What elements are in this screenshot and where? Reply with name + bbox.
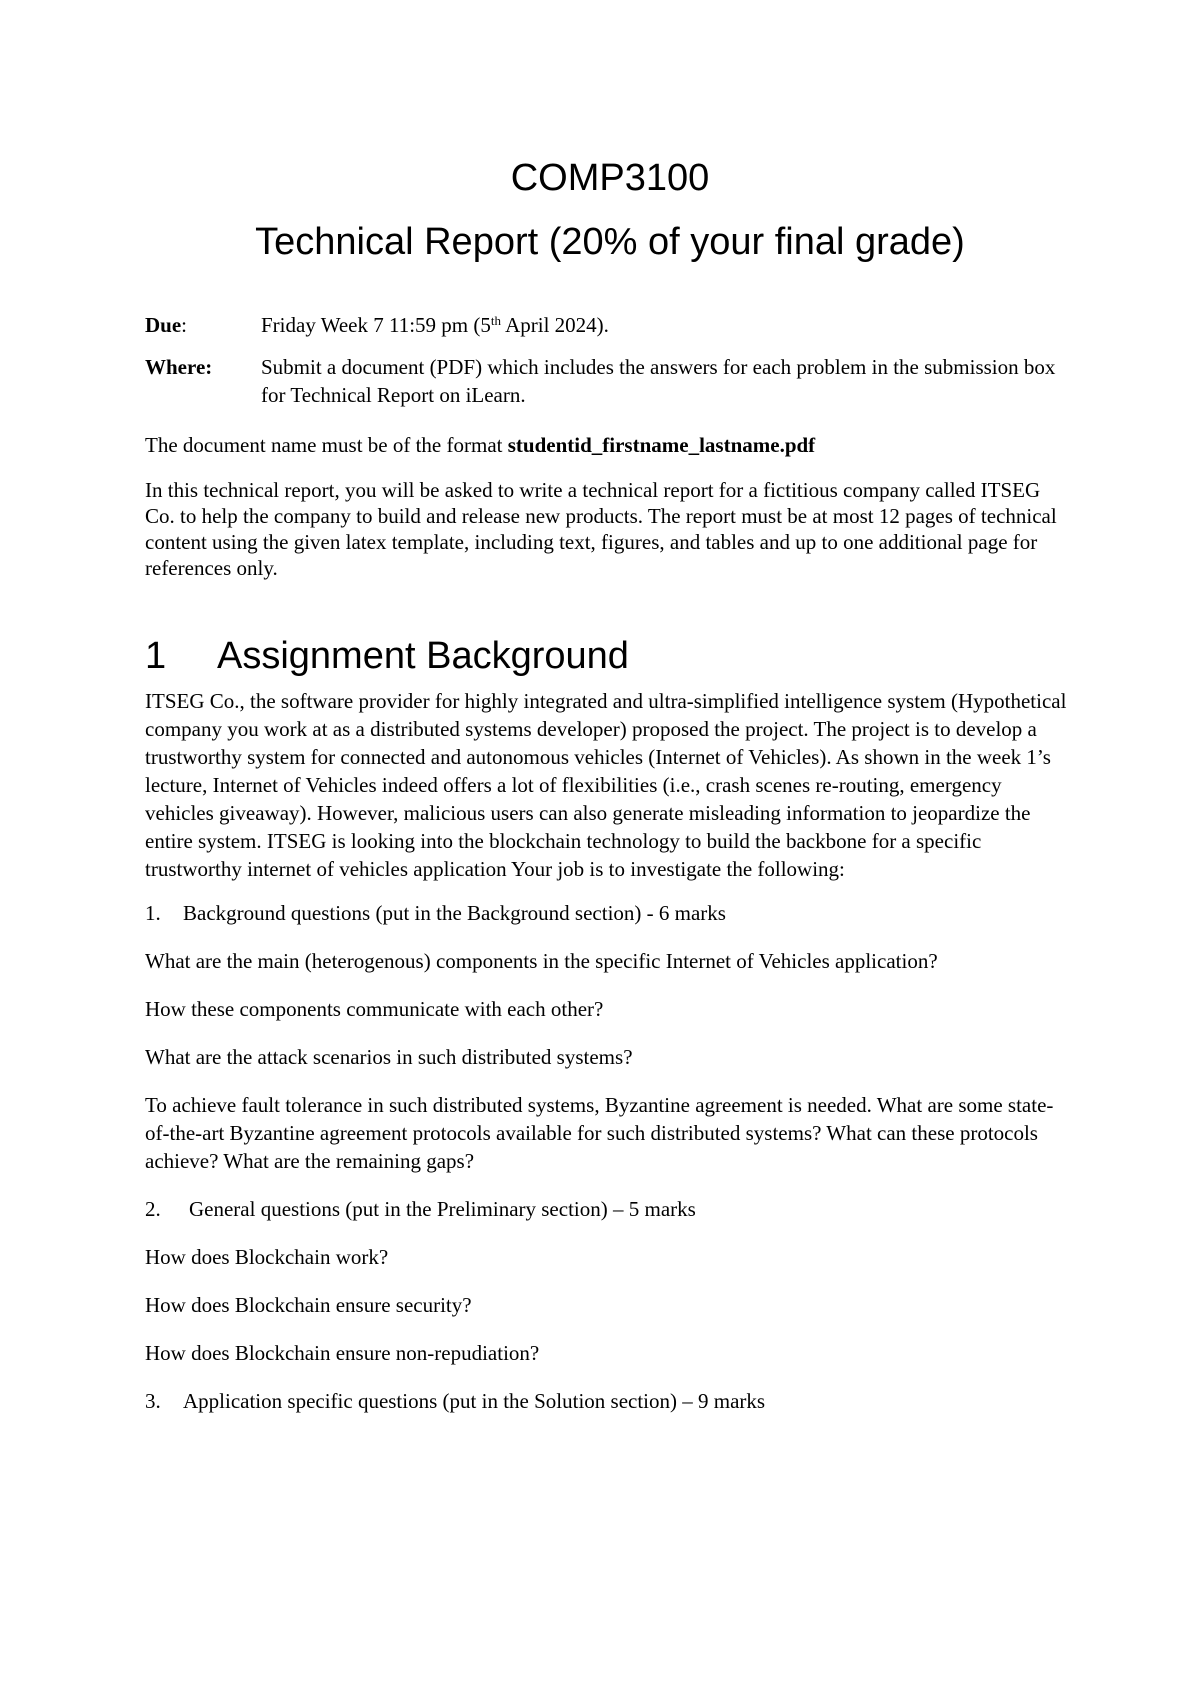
report-title: Technical Report (20% of your final grade) bbox=[255, 221, 965, 263]
list-item-1 bbox=[145, 899, 1075, 927]
list-number: 3. bbox=[145, 1389, 161, 1413]
intro-description: In this technical report, you will be asked to write a technical report for a fictitious company called ITSEG Co. to help the company to build and release new products. The report must be at most 12 pages of technical content using the given latex template, including text, figures, and tables and up to one additional page for references only. bbox=[145, 478, 1057, 580]
section-heading bbox=[145, 633, 1075, 679]
question-text: How these components communicate with each other? bbox=[145, 997, 604, 1021]
where-label: Where: bbox=[145, 355, 213, 379]
list-item-2 bbox=[145, 1195, 1075, 1223]
list-text: Application specific questions (put in the Solution section) – 9 marks bbox=[183, 1389, 766, 1413]
question-text: How does Blockchain ensure non-repudiation? bbox=[145, 1341, 540, 1365]
question-text: How does Blockchain work? bbox=[145, 1245, 389, 1269]
where-value: Submit a document (PDF) which includes the answers for each problem in the submission box for Technical Report on iLearn. bbox=[261, 355, 1056, 407]
due-label-wrap bbox=[145, 311, 261, 339]
course-code: COMP3100 bbox=[510, 157, 710, 199]
section-number: 1 bbox=[145, 635, 167, 677]
format-text: The document name must be of the format bbox=[145, 433, 508, 457]
list-text: Background questions (put in the Background section) - 6 marks bbox=[183, 901, 726, 925]
list-item-3 bbox=[145, 1387, 1075, 1415]
background-paragraph: ITSEG Co., the software provider for highly integrated and ultra-simplified intelligence system (Hypothetical company you work at as a distributed systems developer) proposed the project. The project is to develop a trustworthy system for connected and autonomous vehicles (Internet of Vehicles). As shown in the week 1’s lecture, Internet of Vehicles indeed offers a lot of flexibilities (i.e., crash scenes re-routing, emergency vehicles giveaway). However, malicious users can also generate misleading information to jeopardize the entire system. ITSEG is looking into the blockchain technology to build the backbone for a specific trustworthy internet of vehicles application Your job is to investigate the following: bbox=[145, 689, 1067, 881]
question-text: What are the main (heterogenous) components in the specific Internet of Vehicles application? bbox=[145, 949, 938, 973]
list-text: General questions (put in the Preliminary section) – 5 marks bbox=[189, 1197, 696, 1221]
due-row bbox=[145, 311, 1075, 339]
list-number: 1. bbox=[145, 901, 161, 925]
document-page bbox=[145, 140, 1075, 1415]
due-value-sup: th bbox=[490, 313, 501, 328]
question-text: To achieve fault tolerance in such distributed systems, Byzantine agreement is needed. What are some state-of-the-art Byzantine agreement protocols available for such distributed systems? What can these protocols achieve? What are the remaining gaps? bbox=[145, 1093, 1054, 1173]
question-text: How does Blockchain ensure security? bbox=[145, 1293, 472, 1317]
due-value-pre: Friday Week 7 11:59 pm (5 bbox=[261, 313, 491, 337]
due-value-post: April 2024). bbox=[501, 313, 609, 337]
format-paragraph bbox=[145, 431, 1075, 459]
where-row bbox=[145, 353, 1075, 409]
due-colon: : bbox=[181, 313, 188, 337]
due-value bbox=[261, 311, 1075, 339]
title-block bbox=[145, 155, 1075, 265]
question-text: What are the attack scenarios in such distributed systems? bbox=[145, 1045, 633, 1069]
list-number: 2. bbox=[145, 1197, 161, 1221]
due-label: Due bbox=[145, 313, 182, 337]
format-filename: studentid_firstname_lastname.pdf bbox=[507, 433, 816, 457]
section-title: Assignment Background bbox=[217, 635, 629, 677]
